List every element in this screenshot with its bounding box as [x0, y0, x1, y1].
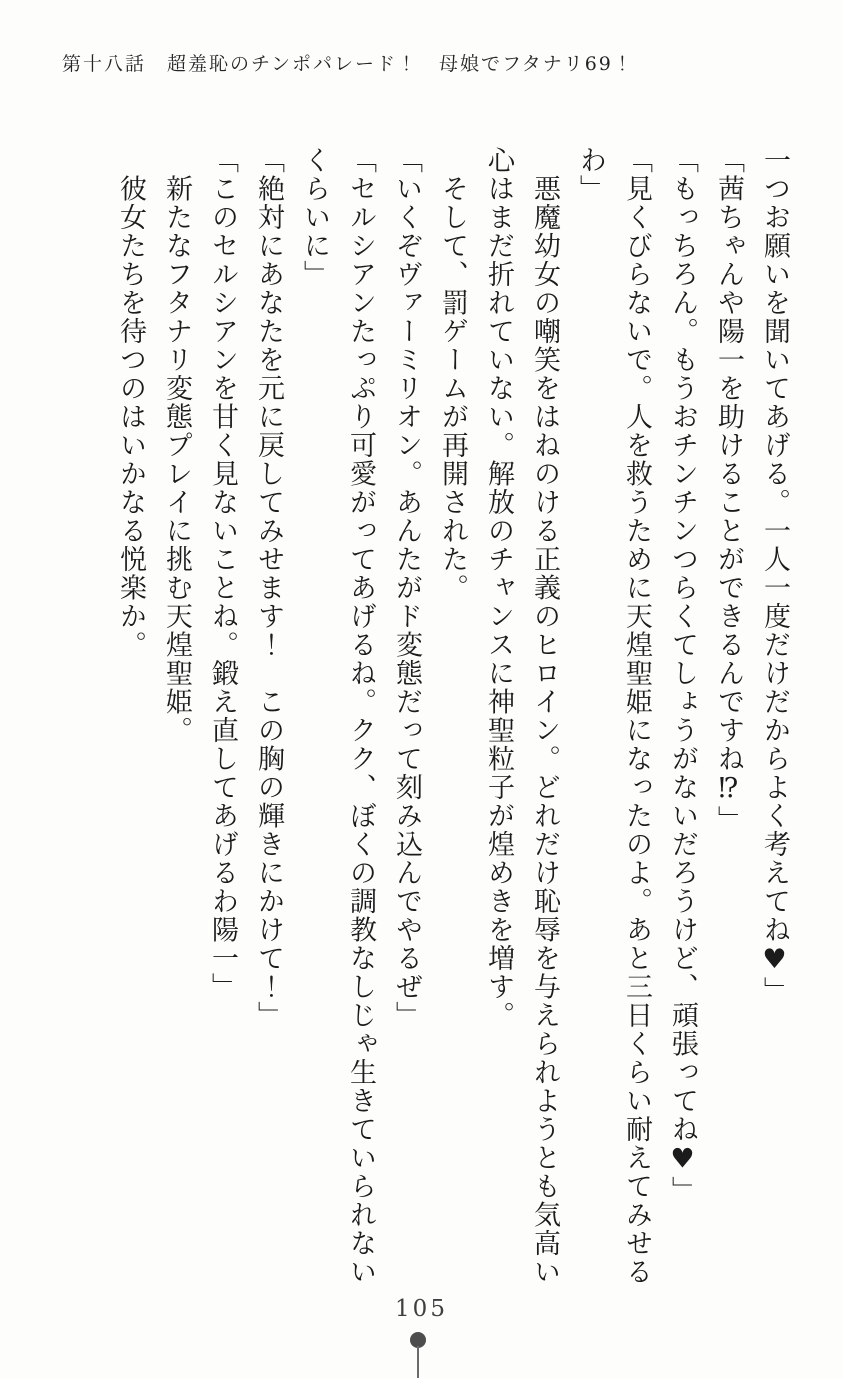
text-column: わ」	[575, 146, 606, 203]
text-column: 「このセルシアンを甘く見ないことね。鍛え直してあげるわ陽一」	[207, 146, 238, 1001]
text-column: 「セルシアンたっぷり可愛がってあげるね。クク、ぼくの調教なしじゃ生きていられない	[345, 146, 376, 1286]
binding-line-ornament	[417, 1346, 419, 1378]
text-column: 一つお願いを聞いてあげる。一人一度だけだからよく考えてね♥」	[759, 146, 790, 1005]
text-column: 「いくぞヴァーミリオン。あんたがド変態だって刻み込んでやるぜ」	[391, 146, 422, 1030]
text-column: くらいに」	[299, 146, 330, 289]
text-column: 心はまだ折れていない。解放のチャンスに神聖粒子が煌めきを増す。	[483, 146, 514, 1030]
text-column: そして、罰ゲームが再開された。	[437, 146, 468, 602]
text-column: 「もっちろん。もうおチンチンつらくてしょうがないだろうけど、頑張ってね♥」	[667, 146, 698, 1205]
text-column: 「茜ちゃんや陽一を助けることができるんですね⁉」	[713, 146, 744, 834]
vertical-text-block	[107, 146, 797, 1296]
text-column: 「見くびらないで。人を救うために天煌聖姫になったのよ。あと三日くらい耐えてみせる	[621, 146, 652, 1286]
text-column: 悪魔幼女の嘲笑をはねのける正義のヒロイン。どれだけ恥辱を与えられようとも気高い	[529, 146, 560, 1286]
text-column: 新たなフタナリ変態プレイに挑む天煌聖姫。	[161, 146, 192, 745]
page-number: 105	[395, 1296, 448, 1322]
running-head-chapter-title: 第十八話 超羞恥のチンポパレード！ 母娘でフタナリ69！	[62, 53, 634, 75]
text-column: 「絶対にあなたを元に戻してみせます！ この胸の輝きにかけて！」	[253, 146, 284, 1030]
text-column: 彼女たちを待つのはいかなる悦楽か。	[115, 146, 146, 659]
